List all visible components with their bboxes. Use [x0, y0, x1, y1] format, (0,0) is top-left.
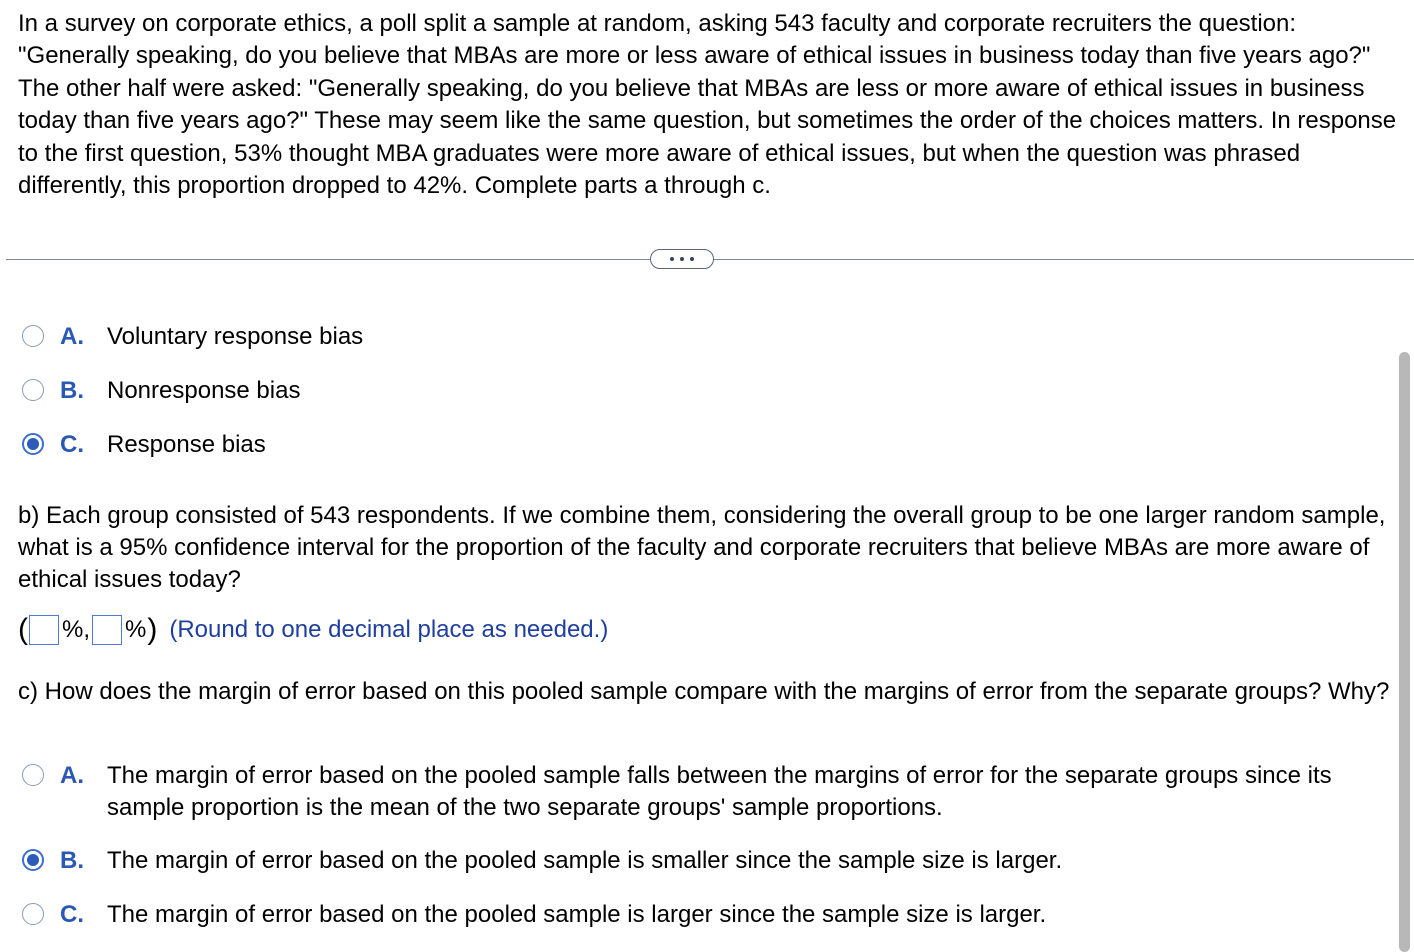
close-paren: ): [147, 613, 158, 646]
option-text: The margin of error based on the pooled sample falls between the margins of error for the separate groups since its sample proportion is the mean of the two separate groups' sample proportions.: [107, 762, 1332, 821]
ellipsis-dot-icon: [680, 257, 684, 261]
option-letter: C.: [60, 901, 84, 928]
option-letter: A.: [60, 762, 84, 789]
radio-button[interactable]: [22, 764, 44, 786]
vertical-scrollbar-thumb[interactable]: [1399, 352, 1410, 952]
ellipsis-dot-icon: [690, 257, 694, 261]
option-text: Response bias: [107, 431, 266, 458]
percent-comma-label: %,: [62, 616, 91, 643]
upper-bound-input[interactable]: [92, 615, 122, 645]
option-text: The margin of error based on the pooled sample is larger since the sample size is larger.: [107, 901, 1047, 928]
open-paren: (: [18, 613, 28, 646]
percent-label: %: [125, 616, 147, 643]
part-c-question: c) How does the margin of error based on this pooled sample compare with the margins of error from the separate groups? Why?: [18, 678, 1390, 705]
radio-button[interactable]: [22, 325, 44, 347]
option-text: Nonresponse bias: [107, 377, 301, 404]
option-letter: B.: [60, 847, 84, 874]
radio-button[interactable]: [22, 379, 44, 401]
option-letter: B.: [60, 377, 84, 404]
radio-button-selected[interactable]: [22, 849, 44, 871]
option-text: The margin of error based on the pooled sample is smaller since the sample size is larger.: [107, 847, 1063, 874]
ellipsis-dot-icon: [670, 257, 674, 261]
option-letter: C.: [60, 431, 84, 458]
part-b-question: b) Each group consisted of 543 respondents. If we combine them, considering the overall group to be one larger random sample, what is a 95% confidence interval for the proportion of the faculty and corporate recruiters that believe MBAs are more aware of ethical issues today?: [18, 502, 1386, 593]
radio-button-selected[interactable]: [22, 433, 44, 455]
confidence-interval-answer: [18, 612, 608, 648]
option-letter: A.: [60, 323, 84, 350]
problem-intro: In a survey on corporate ethics, a poll split a sample at random, asking 543 faculty and corporate recruiters the question: "Generally speaking, do you believe that MBAs are more or less aware of ethical issues in business today than five years ago?" The other half were asked: "Generally speaking, do you believe that MBAs are less or more aware of ethical issues in business today than five years ago?" These may seem like the same question, but sometimes the order of the choices matters. In response to the first question, 53% thought MBA graduates were more aware of ethical issues, but when the question was phrased differently, this proportion dropped to 42%. Complete parts a through c.: [18, 10, 1397, 200]
rounding-hint: (Round to one decimal place as needed.): [169, 616, 609, 643]
radio-button[interactable]: [22, 903, 44, 925]
option-text: Voluntary response bias: [107, 323, 364, 350]
lower-bound-input[interactable]: [29, 615, 59, 645]
show-more-button[interactable]: [650, 249, 714, 269]
